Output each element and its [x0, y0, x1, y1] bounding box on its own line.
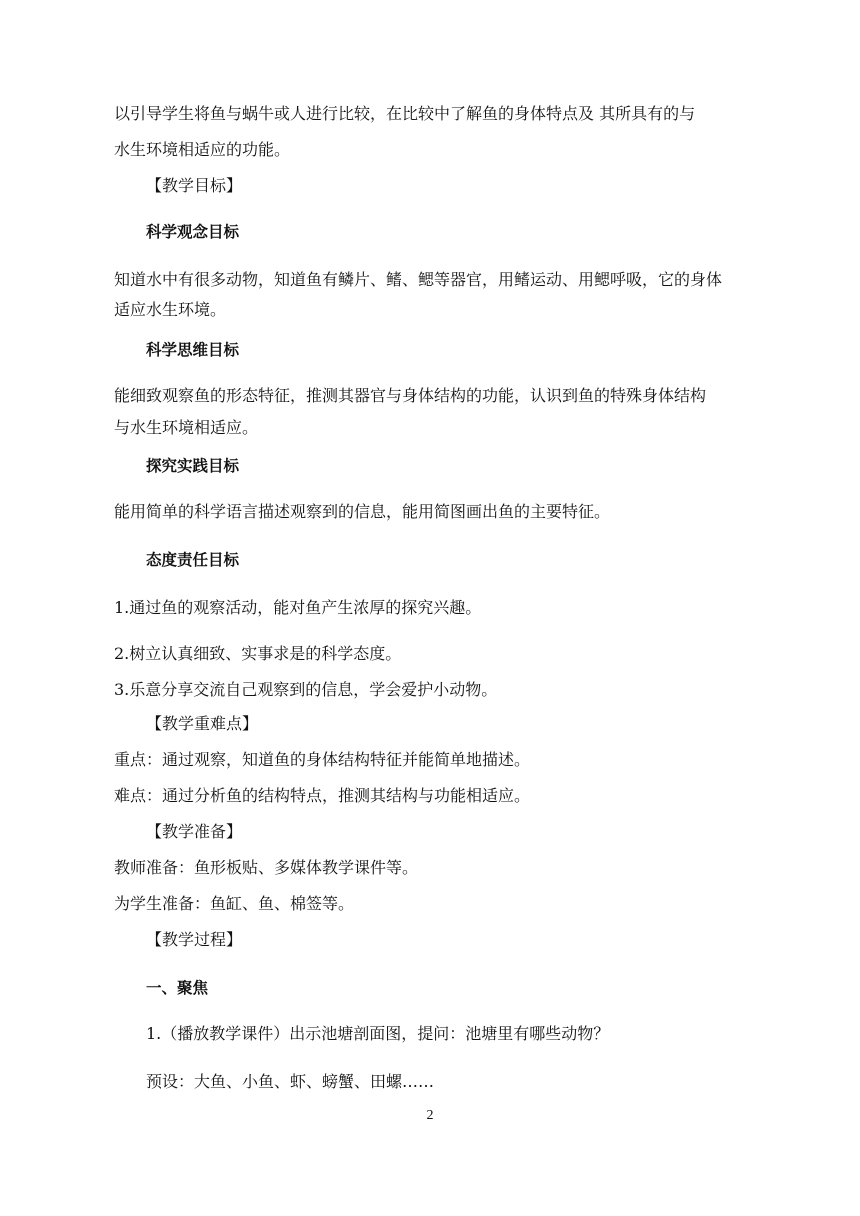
- body-text: 预设：大鱼、小鱼、虾、螃蟹、田螺……: [146, 1072, 435, 1091]
- body-text: 知道水中有很多动物，知道鱼有鳞片、鳍、鳃等器官，用鳍运动、用鳃呼吸，它的身体: [114, 270, 723, 289]
- subheading: 科学观念目标: [146, 223, 240, 241]
- section-heading: 【教学重难点】: [146, 714, 259, 733]
- body-text: 为学生准备：鱼缸、鱼、棉签等。: [114, 894, 355, 913]
- section-heading: 【教学过程】: [146, 930, 243, 949]
- subheading: 科学思维目标: [146, 341, 240, 359]
- list-item: 3.乐意分享交流自己观察到的信息，学会爱护小动物。: [114, 680, 498, 699]
- body-text: 重点：通过观察，知道鱼的身体结构特征并能简单地描述。: [114, 750, 531, 769]
- body-text: 能用简单的科学语言描述观察到的信息，能用简图画出鱼的主要特征。: [114, 502, 611, 521]
- body-text: 难点：通过分析鱼的结构特点，推测其结构与功能相适应。: [114, 786, 531, 805]
- subheading: 一、聚焦: [146, 979, 209, 997]
- subheading: 态度责任目标: [146, 551, 240, 569]
- body-text: 以引导学生将鱼与蜗牛或人进行比较，在比较中了解鱼的身体特点及 其所具有的与: [114, 104, 696, 123]
- section-heading: 【教学准备】: [146, 822, 243, 841]
- list-item: 2.树立认真细致、实事求是的科学态度。: [114, 644, 402, 663]
- body-text: 1.（播放教学课件）出示池塘剖面图，提问：池塘里有哪些动物？: [146, 1024, 610, 1043]
- body-text: 能细致观察鱼的形态特征，推测其器官与身体结构的功能，认识到鱼的特殊身体结构: [114, 386, 707, 405]
- body-text: 教师准备：鱼形板贴、多媒体教学课件等。: [114, 858, 419, 877]
- list-item: 1.通过鱼的观察活动，能对鱼产生浓厚的探究兴趣。: [114, 598, 482, 617]
- body-text: 水生环境相适应的功能。: [114, 140, 291, 159]
- body-text: 与水生环境相适应。: [114, 418, 259, 437]
- section-heading: 【教学目标】: [146, 176, 243, 195]
- body-text: 适应水生环境。: [114, 300, 227, 319]
- subheading: 探究实践目标: [146, 457, 240, 475]
- page-number: 2: [426, 1108, 434, 1123]
